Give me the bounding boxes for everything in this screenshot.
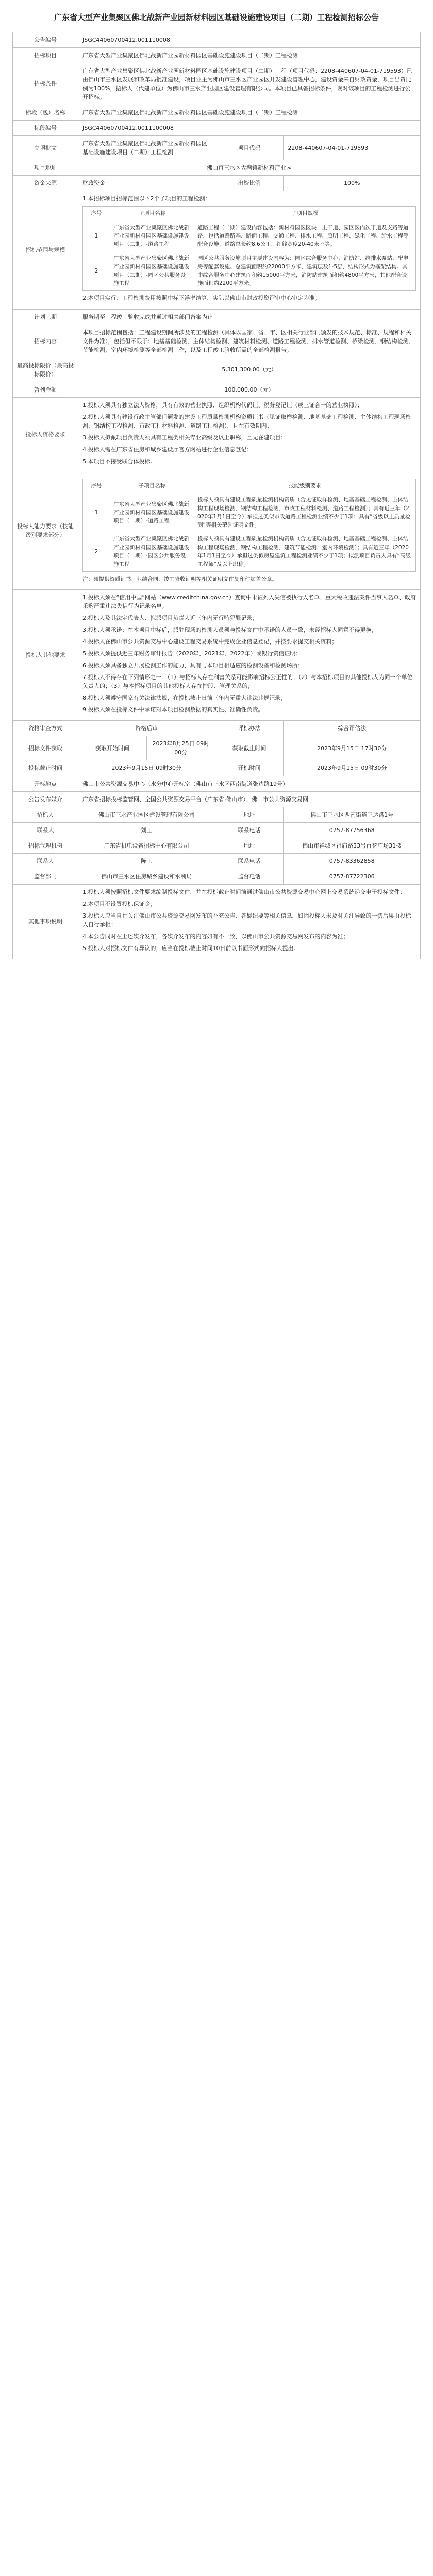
label-tenderer-contact: 联系人 bbox=[13, 822, 78, 838]
label-tenderer-addr: 地址 bbox=[215, 807, 284, 822]
scope-cell: 园区公共服务设施项目主要建设内容为：园区综合服务中心、消防站、给排水泵站、配电房等配套设施。总建筑面积约22000平方米，建筑层数1-5层，结构形式为框架结构。其中综合服务中心建筑面积约15000平方米，消防站建筑面积约4800平方米，其他配套设施面积约2200平方米。 bbox=[194, 251, 416, 291]
label-capacity: 投标人能力要求（技能级别要求部分） bbox=[13, 472, 78, 590]
row-deadline bbox=[13, 760, 421, 776]
value-notice-no: JSGC44060700412.001110008 bbox=[78, 32, 421, 47]
value-conditions: 广东省大型产业集聚区佛北战新产业园新材料园区基础设施建设项目（二期）工程（项目代码：2208-440607-04-01-719593）已由佛山市三水区发展和改革局批准建设，项目业主为佛山市三水区产业园区开发建设管理中心，建设资金来自财政资金，项目出资比例为100%，招标人（代建单位）为佛山市三水产业园区建设管理有限公司。本项目已具备招标条件，现对该项目的工程检测进行公开招标。 bbox=[78, 63, 421, 105]
label-estimate: 暂列金额 bbox=[13, 382, 78, 397]
row-scope bbox=[13, 191, 421, 309]
label-ratio: 出资比例 bbox=[215, 176, 284, 191]
label-duration: 计划工期 bbox=[13, 309, 78, 325]
other-item: 6.投标人须具备独立开展检测工作的能力，具有与本项目相适应的检测设备和检测场所； bbox=[82, 662, 304, 669]
label-supervisor-phone: 监督电话 bbox=[215, 869, 284, 884]
label-project-code: 项目代码 bbox=[215, 136, 284, 160]
row-qualification bbox=[13, 397, 421, 472]
note-item: 2.本项目不设置投标保证金； bbox=[82, 900, 156, 907]
scope-header-cell: 序号 bbox=[83, 207, 110, 221]
value-section-name: 广东省大型产业集聚区佛北战新产业园新材料园区基础设施建设项目（二期）工程检测 bbox=[78, 105, 421, 121]
row-capacity bbox=[13, 472, 421, 590]
label-tenderer: 招标人 bbox=[13, 807, 78, 822]
label-agent-addr: 地址 bbox=[215, 838, 284, 853]
scope-note: 2.本项目实行：工程检测费用按照中标下浮率结算，实际以佛山市财政投资评审中心审定为准。 bbox=[82, 295, 321, 302]
label-media: 公告发布媒介 bbox=[13, 791, 78, 807]
capacity-row bbox=[83, 493, 416, 532]
row-open-place bbox=[13, 776, 421, 791]
label-project-name: 招标项目 bbox=[13, 47, 78, 63]
value-agent-addr: 佛山市禅城区祖庙路33号百花广场31楼 bbox=[284, 838, 421, 853]
scope-row bbox=[83, 251, 416, 291]
row-other bbox=[13, 589, 421, 721]
label-open: 开标时间 bbox=[215, 760, 284, 776]
capacity-header-cell: 序号 bbox=[83, 479, 110, 493]
other-item: 2.投标人及其法定代表人、拟派项目负责人近三年内无行贿犯罪记录； bbox=[82, 614, 258, 621]
value-project-name: 广东省大型产业集聚区佛北战新产业园新材料园区基础设施建设项目（二期）工程检测 bbox=[78, 47, 421, 63]
other-item: 5.投标人须提供近三年财务审计报告（2020年、2021年、2022年）或银行资信证明； bbox=[82, 650, 302, 657]
other-item: 3.投标人须承诺：在本项目中标后，派驻现场的检测人员须与投标文件中承诺的人员一致，未经招标人同意不得更换； bbox=[82, 626, 377, 633]
value-ratio: 100% bbox=[284, 176, 421, 191]
scope-cell: 道路工程（二期）建设内容包括：新材料园区区块一主干道、园区区内次干道及支路等道路，包括道路路基、路面工程、交通工程、排水工程、照明工程、绿化工程、给水工程等配套设施，道路总长约8.6公里，红线宽度20-40米不等。 bbox=[194, 221, 416, 251]
label-section-no: 标段编号 bbox=[13, 121, 78, 136]
label-open-place: 开标地点 bbox=[13, 776, 78, 791]
other-item: 9.投标人须在投标文件中承诺对本项目检测数据的真实性、准确性负责。 bbox=[82, 706, 264, 714]
scope-header-cell: 子项目名称 bbox=[110, 207, 194, 221]
scope-cell: 2 bbox=[83, 251, 110, 291]
capacity-note: 注：须提供资质证书、业绩合同、竣工验收证明等相关证明文件复印件加盖公章。 bbox=[82, 575, 277, 582]
row-tenderer bbox=[13, 807, 421, 822]
capacity-header-row bbox=[83, 479, 416, 493]
value-agent-contact: 陈工 bbox=[78, 853, 215, 869]
value-tenderer-contact: 刘工 bbox=[78, 822, 215, 838]
label-qual-method: 资格审查方式 bbox=[13, 721, 78, 736]
value-supervisor: 佛山市三水区住房城乡建设和水利局 bbox=[78, 869, 215, 884]
label-bid-doc: 招标文件获取 bbox=[13, 736, 78, 760]
qual-item: 3.投标人拟派项目负责人须具有工程类相关专业高级及以上职称，且无在建项目； bbox=[82, 434, 287, 441]
page-title: 广东省大型产业集聚区佛北战新产业园新材料园区基础设施建设项目（二期）工程检测招标公告 bbox=[54, 13, 379, 22]
value-max-price: 5,301,300.00（元） bbox=[78, 358, 421, 382]
value-scope bbox=[78, 191, 421, 309]
row-location bbox=[13, 160, 421, 176]
value-bid-doc-start: 2023年8月25日 09时00分 bbox=[146, 736, 215, 760]
value-tenderer-addr: 佛山市三水区西南街道三达路1号 bbox=[284, 807, 421, 822]
label-code: 立项批文 bbox=[13, 136, 78, 160]
label-funding: 资金来源 bbox=[13, 176, 78, 191]
qual-item: 1.投标人须具有独立法人资格，具有有效的营业执照、组织机构代码证、税务登记证（或三证合一的营业执照）； bbox=[82, 401, 363, 409]
capacity-subtable bbox=[82, 479, 416, 571]
label-scope: 招标范围与规模 bbox=[13, 191, 78, 309]
value-qual-method: 资格后审 bbox=[78, 721, 215, 736]
label-location: 项目地址 bbox=[13, 160, 78, 176]
value-open: 2023年9月15日 09时30分 bbox=[284, 760, 421, 776]
capacity-cell: 2 bbox=[83, 532, 110, 571]
capacity-cell: 投标人须具有建设工程质量检测机构资质（含见证取样检测、地基基础工程检测、主体结构工程现场检测、钢结构工程检测、建筑节能检测、室内环境检测）；具有近三年（2020年1月1日至今）承担过类似房屋建筑工程检测业绩不少于1项；拟派项目负责人具有“高级工程师”及以上职称。 bbox=[194, 532, 416, 571]
row-supervisor bbox=[13, 869, 421, 884]
value-bid-doc-end: 2023年9月15日 17时30分 bbox=[284, 736, 421, 760]
value-project-code: 2208-440607-04-01-719593 bbox=[284, 136, 421, 160]
scope-cell: 广东省大型产业集聚区佛北战新产业园新材料园区基础设施建设项目（二期）-道路工程 bbox=[110, 221, 194, 251]
value-open-place: 佛山市公共资源交易中心三水分中心开标室（佛山市三水区西南街道张边路19号） bbox=[78, 776, 421, 791]
scope-cell: 广东省大型产业集聚区佛北战新产业园新材料园区基础设施建设项目（二期）-园区公共服务设施工程 bbox=[110, 251, 194, 291]
note-item: 1.投标人须按照招标文件要求编制投标文件，并在投标截止时间前通过佛山市公共资源交易中心网上交易系统递交电子投标文件； bbox=[82, 888, 406, 895]
other-item: 4.投标人在佛山市公共资源交易中心建设工程交易系统中完成企业信息登记，并按要求提交相关资料； bbox=[82, 638, 338, 645]
row-funding bbox=[13, 176, 421, 191]
capacity-header-cell: 子项目名称 bbox=[110, 479, 194, 493]
value-capacity bbox=[78, 472, 421, 590]
scope-subtable bbox=[82, 206, 416, 291]
label-content: 招标内容 bbox=[13, 325, 78, 358]
label-agent-contact: 联系人 bbox=[13, 853, 78, 869]
scope-row bbox=[83, 221, 416, 251]
value-duration: 服务期至工程竣工验收完成并通过相关部门备案为止 bbox=[78, 309, 421, 325]
qual-item: 2.投标人须具有建设行政主管部门颁发的建设工程质量检测机构资质证书（见证取样检测、地基基础工程检测、主体结构工程现场检测、钢结构工程检测、市政工程材料检测、道路工程检测），且在有效期内； bbox=[82, 413, 411, 429]
value-supervisor-phone: 0757-87722306 bbox=[284, 869, 421, 884]
other-item: 1.投标人须在“信用中国”网站（www.creditchina.gov.cn）查询中未被列入失信被执行人名单、重大税收违法案件当事人名单、政府采购严重违法失信行为记录名单； bbox=[82, 594, 416, 609]
row-project-name bbox=[13, 47, 421, 63]
scope-intro: 1.本招标项目招标范围以下2个子项目的工程检测： bbox=[82, 195, 211, 202]
notice-table bbox=[12, 32, 421, 959]
page-wrapper bbox=[0, 0, 433, 972]
row-section-name bbox=[13, 105, 421, 121]
value-section-no: JSGC44060700412.0011100008 bbox=[78, 121, 421, 136]
value-agent-phone: 0757-83362858 bbox=[284, 853, 421, 869]
note-item: 3.投标人应当自行关注佛山市公共资源交易网发布的补充公告、答疑纪要等相关信息，如因投标人未及时关注导致的一切后果由投标人自行承担； bbox=[82, 912, 411, 928]
value-estimate: 100,000.00（元） bbox=[78, 382, 421, 397]
scope-header-row bbox=[83, 207, 416, 221]
value-tenderer: 佛山市三水产业园区建设管理有限公司 bbox=[78, 807, 215, 822]
scope-cell: 1 bbox=[83, 221, 110, 251]
row-max-price bbox=[13, 358, 421, 382]
row-media bbox=[13, 791, 421, 807]
value-media: 广东省招标投标监管网、全国公共资源交易平台（广东省·佛山市）、佛山市公共资源交易网 bbox=[78, 791, 421, 807]
value-notes bbox=[78, 884, 421, 959]
row-agent bbox=[13, 838, 421, 853]
value-section-name-short: 广东省大型产业集聚区佛北战新产业园新材料园区基础设施建设项目（二期）工程检测 bbox=[78, 136, 215, 160]
label-other: 投标人其他要求 bbox=[13, 589, 78, 721]
row-notice-no bbox=[13, 32, 421, 47]
capacity-cell: 广东省大型产业集聚区佛北战新产业园新材料园区基础设施建设项目（二期）-园区公共服务设施工程 bbox=[110, 532, 194, 571]
row-tenderer-contact bbox=[13, 822, 421, 838]
other-item: 8.投标人须遵守国家有关法律法规，在投标截止日前三年内无重大违法违规记录； bbox=[82, 694, 287, 702]
label-conditions: 招标条件 bbox=[13, 63, 78, 105]
row-agent-contact bbox=[13, 853, 421, 869]
capacity-cell: 投标人须具有建设工程质量检测机构资质（含见证取样检测、地基基础工程检测、主体结构工程现场检测、钢结构工程检测、市政工程材料检测、道路工程检测）；具有近三年（2020年1月1日至今）承担过类似市政道路工程检测业绩不少于1项；具有“省级以上质量检测”等相关荣誉证明文件。 bbox=[194, 493, 416, 532]
row-bid-doc bbox=[13, 736, 421, 760]
label-bid-method: 评标办法 bbox=[215, 721, 284, 736]
label-bid-doc-start: 获取开始时间 bbox=[78, 736, 147, 760]
value-deadline: 2023年9月15日 09时30分 bbox=[78, 760, 215, 776]
label-deadline: 投标截止时间 bbox=[13, 760, 78, 776]
label-notice-no: 公告编号 bbox=[13, 32, 78, 47]
note-item: 4.本公告同时在上述媒介发布，各媒介发布的内容如有不一致，以佛山市公共资源交易网发布的内容为准； bbox=[82, 933, 349, 940]
label-section-name: 标段（包）名称 bbox=[13, 105, 78, 121]
row-notes bbox=[13, 884, 421, 959]
scope-header-cell: 子项目规模 bbox=[194, 207, 416, 221]
qual-item: 5.本项目不接受联合体投标。 bbox=[82, 458, 156, 465]
qual-item: 4.投标人需在广东省住房和城乡建设厅官方网站进行企业信息登记； bbox=[82, 446, 253, 453]
row-content bbox=[13, 325, 421, 358]
value-tenderer-phone: 0757-87756368 bbox=[284, 822, 421, 838]
label-qualification: 投标人资格要求 bbox=[13, 397, 78, 472]
capacity-cell: 广东省大型产业集聚区佛北战新产业园新材料园区基础设施建设项目（二期）-道路工程 bbox=[110, 493, 194, 532]
capacity-row bbox=[83, 532, 416, 571]
capacity-cell: 1 bbox=[83, 493, 110, 532]
other-item: 7.投标人不得存在下列情形之一：（1）与招标人存在利害关系可能影响招标公正性的；（2）与本招标项目的其他投标人为同一个单位负责人的；（3）与本招标项目的其他投标人存在控股、管理关系的； bbox=[82, 674, 413, 690]
row-duration bbox=[13, 309, 421, 325]
row-qual-method bbox=[13, 721, 421, 736]
value-agent: 广东省机电设备招标中心有限公司 bbox=[78, 838, 215, 853]
capacity-header-cell: 技能级别要求 bbox=[194, 479, 416, 493]
row-section-no bbox=[13, 121, 421, 136]
label-bid-doc-end: 获取截止时间 bbox=[215, 736, 284, 760]
value-content: 本项目招标范围包括：工程建设期间所涉及的工程检测（具体以国家、省、市、区相关行业部门颁发的技术规范、标准、规程和相关文件为准），包括但不限于：地基基础检测、主体结构检测、建筑材料检测、道路工程检测、排水管道检测、桥梁检测、钢结构检测、节能检测、室内环境检测等全部检测工作，以及工程竣工验收所需的全部检测报告。 bbox=[78, 325, 421, 358]
value-qualification bbox=[78, 397, 421, 472]
label-agent: 招标代理机构 bbox=[13, 838, 78, 853]
label-notes: 其他事项说明 bbox=[13, 884, 78, 959]
row-estimate bbox=[13, 382, 421, 397]
label-max-price: 最高投标限价（最高投标限价） bbox=[13, 358, 78, 382]
value-funding: 财政资金 bbox=[78, 176, 215, 191]
row-conditions bbox=[13, 63, 421, 105]
label-tenderer-phone: 联系电话 bbox=[215, 822, 284, 838]
label-agent-phone: 联系电话 bbox=[215, 853, 284, 869]
value-location: 佛山市三水区大塘镇新材料产业园 bbox=[78, 160, 421, 176]
value-other bbox=[78, 589, 421, 721]
value-bid-method: 综合评估法 bbox=[284, 721, 421, 736]
note-item: 5.投标人对招标文件有异议的，应当在投标截止时间10日前以书面形式向招标人提出。 bbox=[82, 945, 299, 952]
label-supervisor: 监督部门 bbox=[13, 869, 78, 884]
row-code bbox=[13, 136, 421, 160]
